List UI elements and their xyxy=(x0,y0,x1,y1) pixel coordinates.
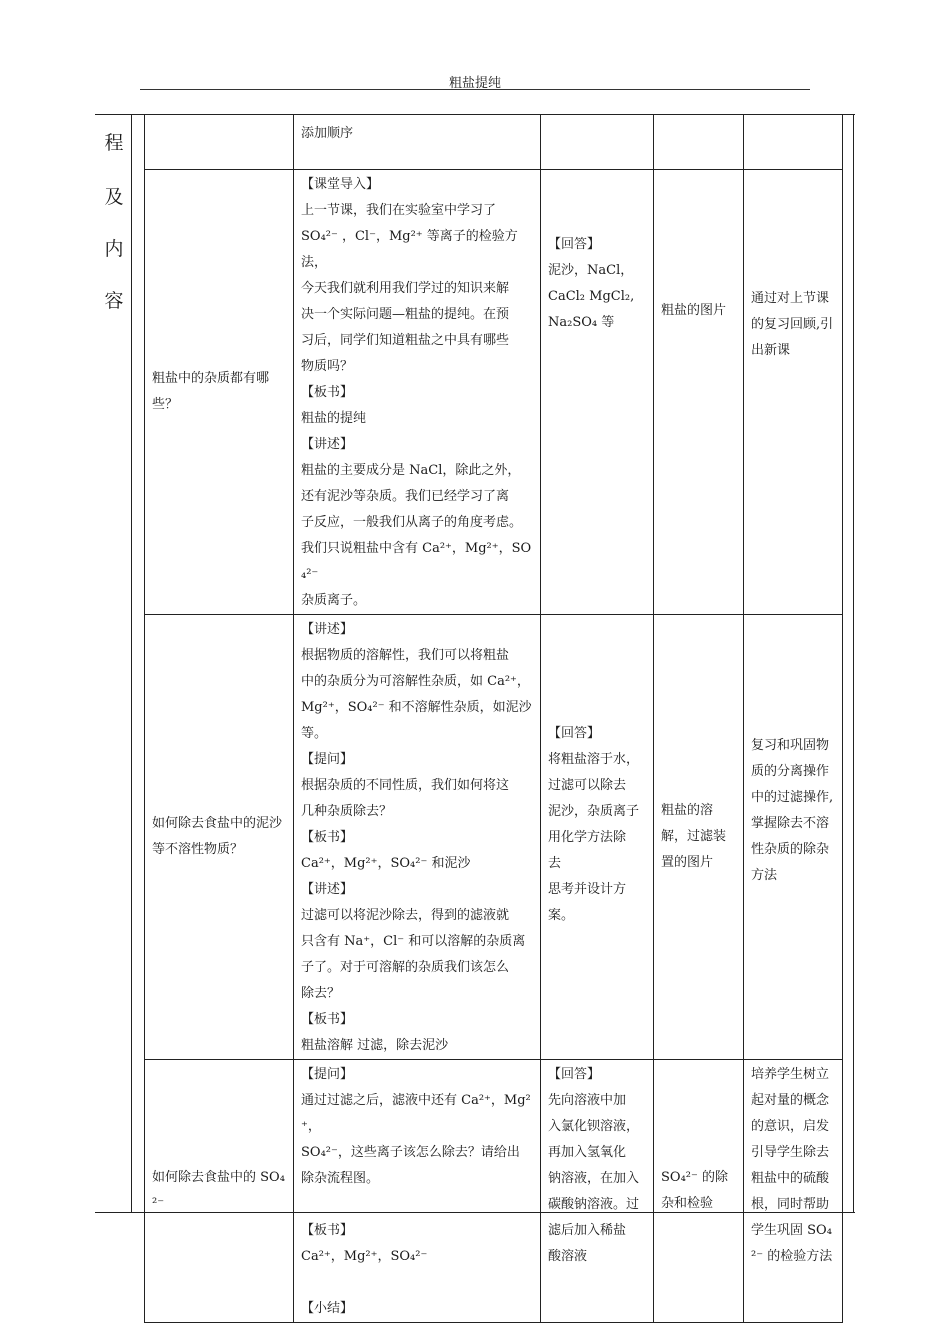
section-tag: 【回答】 xyxy=(548,726,601,741)
problem-cell: 如何除去食盐中的 SO₄²⁻ xyxy=(145,1060,294,1323)
teacher-activity-cell xyxy=(294,170,541,615)
teacher-line: 除去？ xyxy=(301,986,341,1001)
teacher-line: 根据物质的溶解性，我们可以将粗盐 xyxy=(301,648,510,663)
student-line: 将粗盐溶于水， xyxy=(548,752,640,767)
teacher-line: 子反应，一般我们从离子的角度考虑。 xyxy=(301,515,523,530)
section-tag: 【讲述】 xyxy=(301,882,354,897)
teacher-line: SO₄²⁻，这些离子该怎么除去？请给出 xyxy=(301,1145,520,1160)
teacher-activity-cell xyxy=(294,115,541,170)
teacher-line xyxy=(301,1270,533,1296)
student-activity-cell xyxy=(541,1060,654,1323)
teacher-line: 我们只说粗盐中含有 Ca²⁺，Mg²⁺，SO₄²⁻ xyxy=(301,541,532,582)
teacher-line: Mg²⁺，SO₄²⁻ 和不溶解性杂质，如泥沙等。 xyxy=(301,700,532,741)
section-tag: 【回答】 xyxy=(548,1067,601,1082)
teacher-activity-cell xyxy=(294,615,541,1060)
section-tag: 【提问】 xyxy=(301,752,354,767)
problem-cell xyxy=(145,115,294,170)
design-intent-cell: 培养学生树立起对量的概念的意识，启发引导学生除去粗盐中的硫酸根，同时帮助学生巩固 SO₄²⁻ 的检验方法 xyxy=(744,1060,843,1323)
teacher-line: 上一节课，我们在实验室中学习了 xyxy=(301,203,497,218)
side-label-char: 内 xyxy=(104,238,124,260)
teacher-line: 物质吗？ xyxy=(301,359,354,374)
table-row xyxy=(145,170,843,615)
student-activity-cell xyxy=(541,170,654,615)
page-header-title: 粗盐提纯 xyxy=(448,76,501,91)
teacher-line xyxy=(301,1192,533,1218)
table-row xyxy=(145,615,843,1060)
teacher-line: 根据杂质的不同性质，我们如何将这 xyxy=(301,778,510,793)
teacher-line: Ca²⁺，Mg²⁺，SO₄²⁻ xyxy=(301,1249,428,1264)
teacher-line: 只含有 Na⁺，Cl⁻ 和可以溶解的杂质离 xyxy=(301,934,526,949)
media-cell: 粗盐的图片 xyxy=(654,170,744,615)
design-intent-cell xyxy=(744,115,843,170)
section-tag: 【回答】 xyxy=(548,237,601,252)
section-tag: 【板书】 xyxy=(301,385,354,400)
side-label-char: 容 xyxy=(104,290,124,312)
student-line: 碳酸钠溶液。过 xyxy=(548,1197,640,1212)
section-tag: 【板书】 xyxy=(301,1223,354,1238)
teacher-line: 粗盐的主要成分是 NaCl，除此之外， xyxy=(301,463,521,478)
student-line: 去 xyxy=(548,856,562,871)
teacher-line: 粗盐的提纯 xyxy=(301,411,367,426)
section-tag: 【提问】 xyxy=(301,1067,354,1082)
section-tag: 【小结】 xyxy=(301,1301,354,1316)
media-cell: 粗盐的溶解，过滤装置的图片 xyxy=(654,615,744,1060)
teacher-line: 习后，同学们知道粗盐之中具有哪些 xyxy=(301,333,510,348)
lesson-process-table xyxy=(144,114,843,1323)
media-cell xyxy=(654,115,744,170)
table-row xyxy=(145,1060,843,1323)
section-tag: 【讲述】 xyxy=(301,437,354,452)
problem-cell: 粗盐中的杂质都有哪些？ xyxy=(145,170,294,615)
teacher-line: 过滤可以将泥沙除去，得到的滤液就 xyxy=(301,908,510,923)
student-activity-cell xyxy=(541,115,654,170)
teacher-line: 还有泥沙等杂质。我们已经学习了离 xyxy=(301,489,510,504)
student-line: 思考并设计方 xyxy=(548,882,627,897)
teacher-line: 粗盐溶解 过滤，除去泥沙 xyxy=(301,1038,449,1053)
section-tag: 【课堂导入】 xyxy=(301,177,380,192)
teacher-line: 通过过滤之后，滤液中还有 Ca²⁺，Mg²⁺， xyxy=(301,1093,531,1134)
section-tag: 【讲述】 xyxy=(301,622,354,637)
student-line: Na₂SO₄ 等 xyxy=(548,315,615,330)
student-activity-cell xyxy=(541,615,654,1060)
student-line: 钠溶液，在加入 xyxy=(548,1171,640,1186)
teacher-line: 子了。对于可溶解的杂质我们该怎么 xyxy=(301,960,510,975)
student-line: CaCl₂ MgCl₂, xyxy=(548,289,635,304)
teacher-line: 今天我们就利用我们学过的知识来解 xyxy=(301,281,510,296)
teacher-line: 决一个实际问题—粗盐的提纯。在预 xyxy=(301,307,510,322)
student-line: 入氯化钡溶液， xyxy=(548,1119,640,1134)
student-line: 先向溶液中加 xyxy=(548,1093,627,1108)
student-line: 泥沙，杂质离子 xyxy=(548,804,640,819)
problem-cell: 如何除去食盐中的泥沙等不溶性物质？ xyxy=(145,615,294,1060)
design-intent-cell: 通过对上节课的复习回顾,引出新课 xyxy=(744,170,843,615)
teacher-activity-cell xyxy=(294,1060,541,1323)
section-tag: 【板书】 xyxy=(301,830,354,845)
student-line: 再加入氢氧化 xyxy=(548,1145,627,1160)
teacher-line: 杂质离子。 xyxy=(301,593,367,608)
teacher-line: 添加顺序 xyxy=(301,126,354,141)
side-column-divider xyxy=(131,114,132,1212)
student-line: 滤后加入稀盐 xyxy=(548,1223,627,1238)
side-label-char: 程 xyxy=(104,132,124,154)
side-label-char: 及 xyxy=(104,186,124,208)
student-line: 泥沙，NaCl， xyxy=(548,263,634,278)
media-cell: SO₄²⁻ 的除杂和检验 xyxy=(654,1060,744,1323)
student-line: 案。 xyxy=(548,908,575,923)
student-line: 用化学方法除 xyxy=(548,830,627,845)
teacher-line: Ca²⁺，Mg²⁺，SO₄²⁻ 和泥沙 xyxy=(301,856,471,871)
header-rule xyxy=(140,89,810,90)
student-line: 酸溶液 xyxy=(548,1249,588,1264)
table-right-border xyxy=(853,114,854,1212)
teacher-line: 中的杂质分为可溶解性杂质，如 Ca²⁺， xyxy=(301,674,530,689)
table-row xyxy=(145,115,843,170)
teacher-line: 几种杂质除去？ xyxy=(301,804,393,819)
teacher-line: 除杂流程图。 xyxy=(301,1171,380,1186)
section-tag: 【板书】 xyxy=(301,1012,354,1027)
teacher-line: SO₄²⁻ ，Cl⁻，Mg²⁺ 等离子的检验方法， xyxy=(301,229,518,270)
student-line: 过滤可以除去 xyxy=(548,778,627,793)
design-intent-cell: 复习和巩固物质的分离操作中的过滤操作,掌握除去不溶性杂质的除杂方法 xyxy=(744,615,843,1060)
